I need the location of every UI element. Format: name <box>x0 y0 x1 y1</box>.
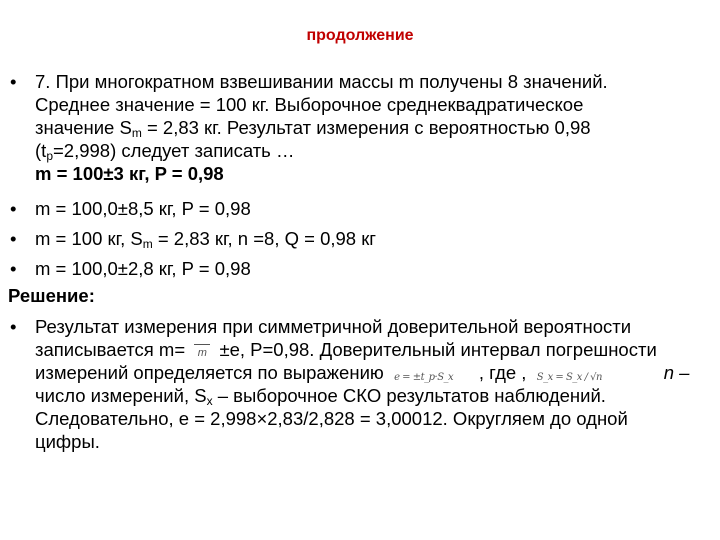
bullet: • <box>10 258 17 279</box>
option-3-text: m = 100,0±2,8 кг, P = 0,98 <box>35 258 251 279</box>
option-1-text: m = 100,0±8,5 кг, P = 0,98 <box>35 198 251 219</box>
solution-line-3-start: измерений определяется по выражению <box>35 362 384 383</box>
slide-title: продолжение <box>306 27 414 44</box>
solution-line-2-end: ±e, P=0,98. Доверительный интервал погрешности <box>219 339 657 360</box>
interval-formula-image: e = ±t_p·S_x <box>394 372 454 383</box>
solution-line-2-start: записывается m= <box>35 339 186 360</box>
question-line-4 <box>35 139 608 162</box>
solution-line-4-end: – выборочное СКО результатов наблюдений. <box>212 385 606 406</box>
question-text <box>35 70 608 185</box>
solution-heading: Решение: <box>8 285 95 306</box>
question-line-4-start: (t <box>35 140 47 161</box>
solution-line-5: Следовательно, e = 2,998×2,83/2,828 = 3,00012. Округляем до одной <box>35 408 628 429</box>
solution-line-6: цифры. <box>35 431 100 452</box>
subscript: p <box>46 149 53 163</box>
subscript: x <box>206 394 213 408</box>
solution-line-4 <box>35 384 689 407</box>
solution-line-4-start: число измерений, S <box>35 385 207 406</box>
bullet: • <box>10 316 17 337</box>
bullet: • <box>10 228 17 249</box>
option-2-text <box>35 227 376 250</box>
subscript: m <box>131 126 142 140</box>
sko-formula-image: S_x = S_x / √n <box>536 372 602 383</box>
bullet: • <box>10 71 17 92</box>
solution-line-1: Результат измерения при симметричной доверительной вероятности <box>35 316 632 337</box>
question-line-4-end: =2,998) следует записать … <box>53 140 295 161</box>
correct-answer: m = 100±3 кг, P = 0,98 <box>35 163 224 184</box>
question-line-3-end: = 2,83 кг. Результат измерения с вероятностью 0,98 <box>141 117 591 138</box>
option-2-start: m = 100 кг, S <box>35 228 143 249</box>
question-line-1: 7. При многократном взвешивании массы m получены 8 значений. <box>35 71 608 92</box>
solution-line-3 <box>35 361 689 384</box>
solution-line-3-end: n – <box>663 362 690 383</box>
mean-symbol-image: m <box>190 342 214 365</box>
bullet: • <box>10 198 17 219</box>
question-line-2: Среднее значение = 100 кг. Выборочное среднеквадратическое <box>35 94 584 115</box>
question-line-3 <box>35 116 608 139</box>
subscript: m <box>142 237 153 251</box>
question-line-3-start: значение S <box>35 117 132 138</box>
solution-line-2 <box>35 338 689 361</box>
solution-text <box>35 315 689 453</box>
solution-line-3-mid: , где , <box>478 362 527 383</box>
option-2-end: = 2,83 кг, n =8, Q = 0,98 кг <box>152 228 377 249</box>
